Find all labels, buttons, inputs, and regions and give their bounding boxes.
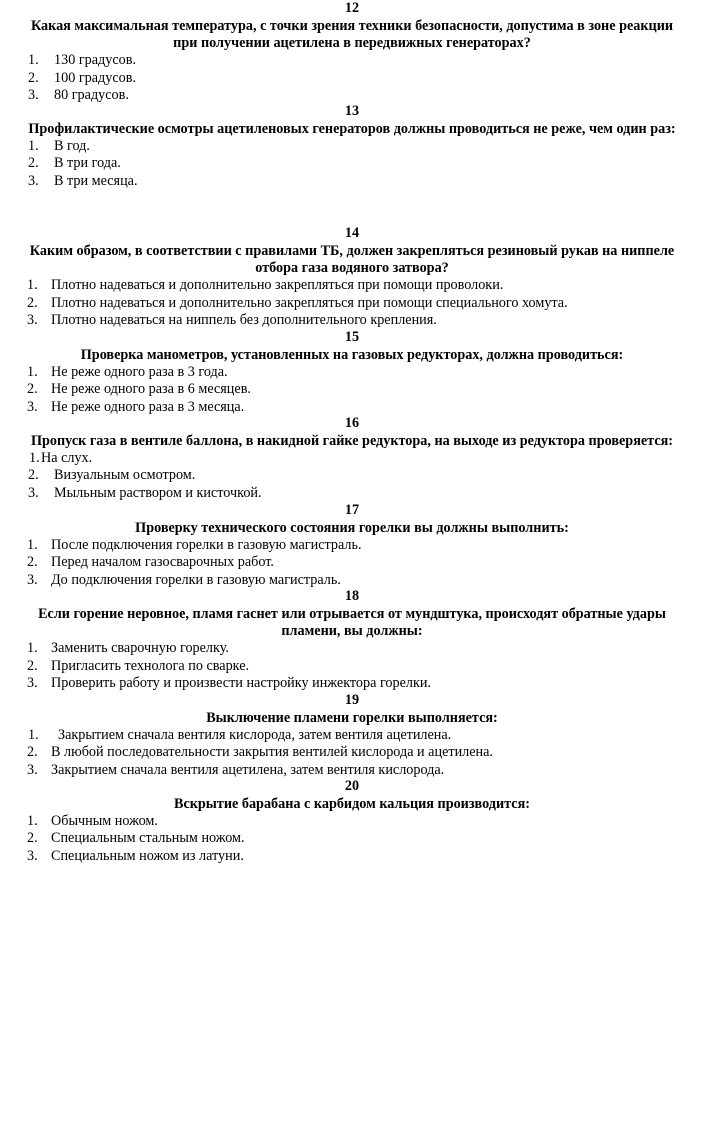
answer-option: 1. 130 градусов. (28, 52, 136, 69)
question-number: 15 (344, 329, 360, 345)
question-number: 12 (344, 0, 360, 16)
question-text-line: отбора газа водяного затвора? (255, 260, 449, 277)
answer-option: 1. Не реже одного раза в 3 года. (27, 364, 228, 381)
question-18 (0, 588, 704, 692)
answer-option: 2. В любой последовательности закрытия вентилей кислорода и ацетилена. (27, 744, 493, 761)
question-15 (0, 329, 704, 416)
answer-option: 2. Специальным стальным ножом. (27, 830, 245, 847)
question-12 (0, 0, 704, 104)
answer-option: 2. Пригласить технолога по сварке. (27, 657, 250, 674)
question-number: 13 (344, 103, 360, 119)
answer-option: 3. Закрытием сначала вентиля ацетилена, затем вентиля кислорода. (27, 761, 445, 778)
answer-option: 3. Не реже одного раза в 3 месяца. (27, 398, 245, 415)
answer-option: 2. В три года. (28, 155, 121, 172)
question-16 (0, 415, 704, 502)
question-number: 16 (344, 415, 360, 431)
answer-option: 1. Закрытием сначала вентиля кислорода, затем вентиля ацетилена. (28, 727, 452, 744)
answer-option: 1. Плотно надеваться и дополнительно закрепляться при помощи проволоки. (27, 277, 504, 294)
question-text-line: Пропуск газа в вентиле баллона, в накидной гайке редуктора, на выходе из редуктора проверяется: (30, 433, 674, 449)
question-text-line: Профилактические осмотры ацетиленовых генераторов должны проводиться не реже, чем один раз: (28, 121, 676, 137)
answer-option: 2. 100 градусов. (28, 69, 136, 86)
question-17 (0, 502, 704, 589)
question-number: 19 (344, 692, 360, 708)
answer-option: 3. Проверить работу и произвести настройку инжектора горелки. (27, 674, 432, 691)
question-number: 18 (344, 588, 360, 604)
answer-option: 3. Плотно надеваться на ниппель без дополнительного крепления. (27, 311, 437, 328)
question-text-line: Проверка манометров, установленных на газовых редукторах, должна проводиться: (80, 347, 624, 363)
question-20 (0, 778, 704, 865)
question-14 (0, 225, 704, 329)
question-text-line: Если горение неровное, пламя гаснет или отрывается от мундштука, происходят обратные удары (38, 606, 666, 622)
question-number: 14 (344, 225, 360, 241)
question-text-line: Проверку технического состояния горелки вы должны выполнить: (135, 520, 569, 536)
question-19 (0, 692, 704, 779)
answer-option: 3. 80 градусов. (28, 86, 129, 103)
question-text-line: Вскрытие барабана с карбидом кальция производится: (173, 796, 531, 812)
question-number: 20 (344, 778, 360, 794)
answer-option: 1. В год. (28, 138, 90, 155)
answer-option: 1. После подключения горелки в газовую магистраль. (27, 537, 362, 554)
answer-option: 1. Заменить сварочную горелку. (27, 640, 229, 657)
answer-option: 2. Не реже одного раза в 6 месяцев. (27, 381, 251, 398)
question-13 (0, 103, 704, 190)
answer-option: 3. До подключения горелки в газовую магистраль. (27, 571, 341, 588)
answer-option: 2. Плотно надеваться и дополнительно закрепляться при помощи специального хомута. (27, 294, 568, 311)
question-text-line: Какая максимальная температура, с точки зрения техники безопасности, допустима в зоне реакции (30, 18, 674, 34)
question-text-line: при получении ацетилена в передвижных генераторах? (173, 35, 531, 52)
question-text-line: Каким образом, в соответствии с правилами ТБ, должен закрепляться резиновый рукав на ниппеле (29, 243, 675, 259)
answer-option: 3. Мыльным раствором и кисточкой. (28, 484, 262, 501)
question-text-line: пламени, вы должны: (281, 623, 423, 640)
answer-option: 3. В три месяца. (28, 172, 138, 189)
question-text-line: Выключение пламени горелки выполняется: (206, 710, 498, 726)
answer-option: 2. Визуальным осмотром. (28, 467, 196, 484)
answer-option: 1. Обычным ножом. (27, 813, 158, 830)
answer-option: 1. На слух. (29, 450, 93, 467)
answer-option: 3. Специальным ножом из латуни. (27, 847, 244, 864)
question-number: 17 (344, 502, 360, 518)
answer-option: 2. Перед началом газосварочных работ. (27, 554, 274, 571)
